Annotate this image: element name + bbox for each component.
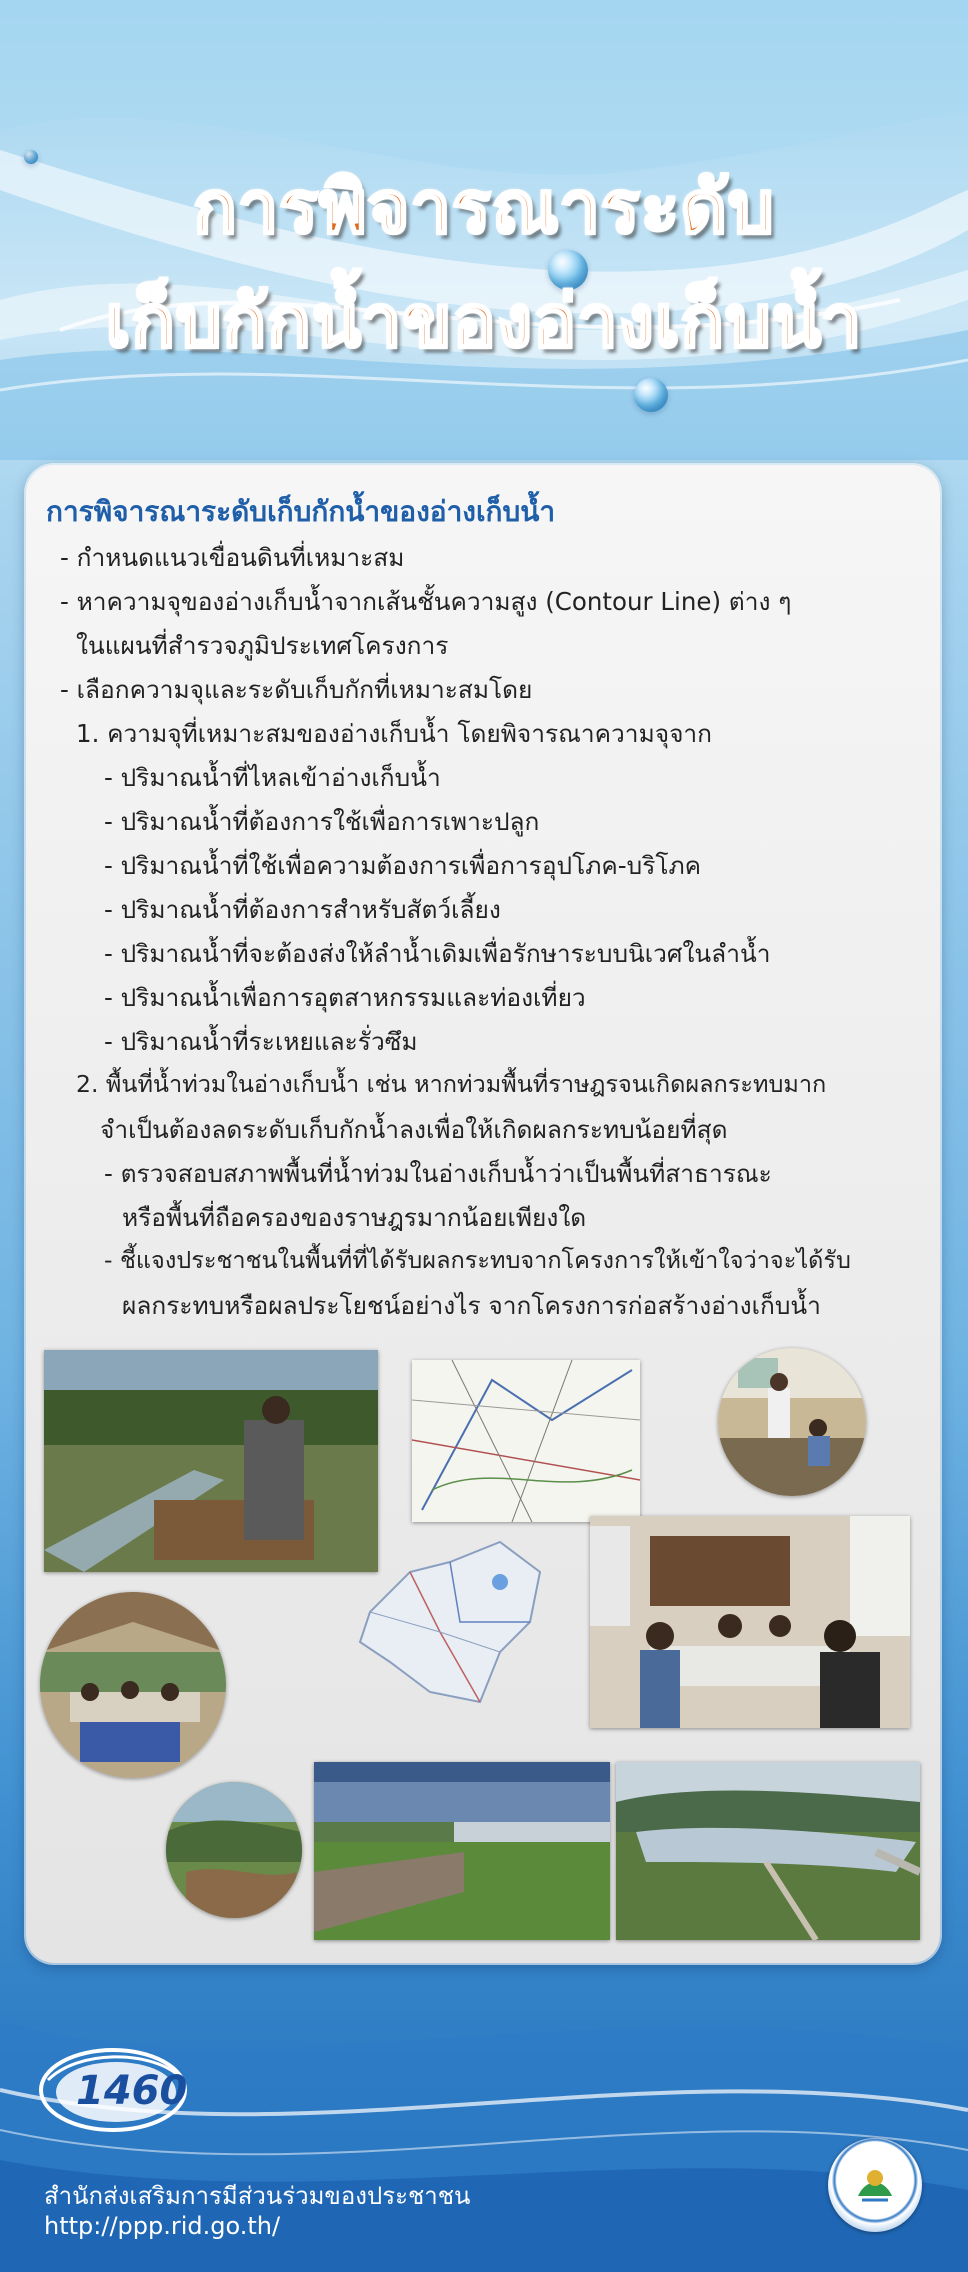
content-line: - กำหนดแนวเขื่อนดินที่เหมาะสม — [60, 543, 405, 572]
content-line: - ปริมาณน้ำที่ระเหยและรั่วซึม — [104, 1027, 418, 1056]
content-line: 1. ความจุที่เหมาะสมของอ่างเก็บน้ำ โดยพิจารณาความจุจาก — [76, 719, 713, 748]
meeting-speaker-photo — [718, 1348, 866, 1496]
content-line: - ปริมาณน้ำที่ไหลเข้าอ่างเก็บน้ำ — [104, 763, 441, 792]
content-line: - ปริมาณน้ำเพื่อการอุตสาหกรรมและท่องเที่ยว — [104, 983, 586, 1012]
content-line: - ชี้แจงประชาชนในพื้นที่ที่ได้รับผลกระทบจากโครงการให้เข้าใจว่าจะได้รับ — [104, 1246, 851, 1274]
content-line: - ปริมาณน้ำที่ใช้เพื่อความต้องการเพื่อการอุปโภค-บริโภค — [104, 851, 702, 880]
province-map-photo — [350, 1532, 558, 1710]
reservoir-aerial-photo — [616, 1762, 920, 1940]
section-heading: การพิจารณาระดับเก็บกักน้ำของอ่างเก็บน้ำ — [46, 495, 556, 528]
content-line: ผลกระทบหรือผลประโยชน์อย่างไร จากโครงการก่อสร้างอ่างเก็บน้ำ — [122, 1291, 821, 1320]
content-line: จำเป็นต้องลดระดับเก็บกักน้ำลงเพื่อให้เกิดผลกระทบน้อยที่สุด — [100, 1115, 728, 1144]
water-drop-icon — [634, 378, 668, 412]
conference-room-photo — [590, 1516, 910, 1728]
organization-name: สำนักส่งเสริมการมีส่วนร่วมของประชาชน — [44, 2182, 471, 2210]
page-title-line1: การพิจารณาระดับ — [193, 165, 775, 249]
survey-map-photo — [412, 1360, 640, 1522]
content-line: - หาความจุของอ่างเก็บน้ำจากเส้นชั้นความสูง (Contour Line) ต่าง ๆ — [60, 587, 792, 616]
website-link[interactable]: http://ppp.rid.go.th/ — [44, 2212, 281, 2240]
page-title-line2: เก็บกักน้ำของอ่างเก็บน้ำ — [105, 279, 863, 363]
department-seal-logo — [828, 2138, 922, 2232]
community-meeting-photo — [40, 1592, 226, 1778]
content-line: - ปริมาณน้ำที่ต้องการใช้เพื่อการเพาะปลูก — [104, 807, 540, 836]
content-line: หรือพื้นที่ถือครองของราษฎรมากน้อยเพียงใด — [122, 1203, 587, 1232]
content-line: - ปริมาณน้ำที่จะต้องส่งให้ลำน้ำเดิมเพื่อรักษาระบบนิเวศในลำน้ำ — [104, 939, 771, 968]
content-line: 2. พื้นที่น้ำท่วมในอ่างเก็บน้ำ เช่น หากท่วมพื้นที่ราษฎรจนเกิดผลกระทบมาก — [76, 1070, 827, 1098]
hillside-photo — [166, 1782, 302, 1918]
dam-spillway-photo — [314, 1762, 610, 1940]
hotline-1460-logo — [38, 2040, 188, 2135]
content-line: - ปริมาณน้ำที่ต้องการสำหรับสัตว์เลี้ยง — [104, 895, 501, 924]
hotline-number: 1460 — [76, 2068, 188, 2114]
content-line: - เลือกความจุและระดับเก็บกักที่เหมาะสมโดย — [60, 675, 533, 704]
content-line: - ตรวจสอบสภาพพื้นที่น้ำท่วมในอ่างเก็บน้ำว่าเป็นพื้นที่สาธารณะ — [104, 1159, 772, 1188]
irrigation-channel-photo — [44, 1350, 378, 1572]
content-line: ในแผนที่สำรวจภูมิประเทศโครงการ — [76, 631, 449, 660]
